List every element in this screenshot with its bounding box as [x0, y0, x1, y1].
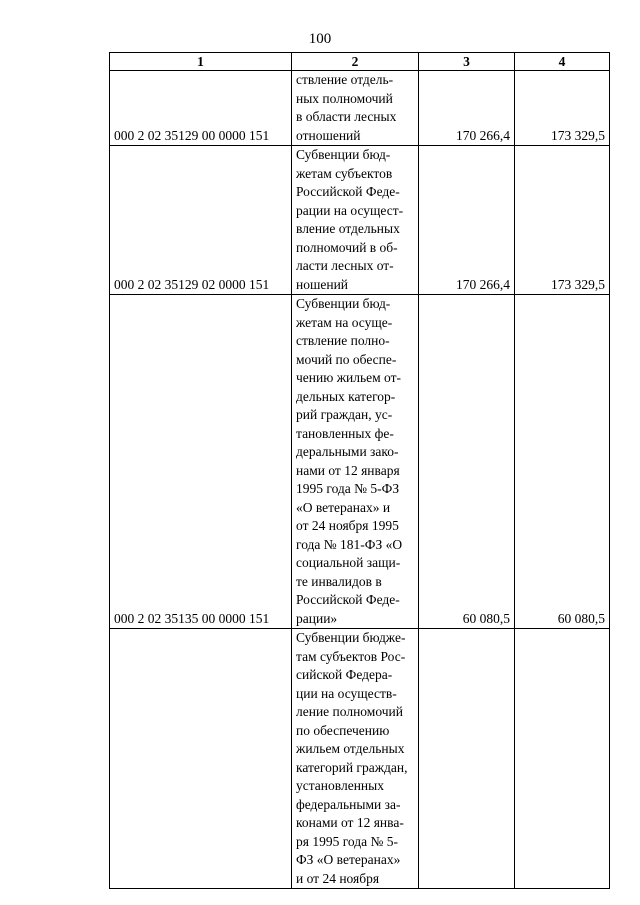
row-description: Субвенции бюдже- там субъектов Рос- сийской Федера- ции на осуществ- ление полномочий по обеспечению жильем отдельных категорий граждан, установленных федеральными за- конами от 12 янва- ря 1995 года № 5- ФЗ «О ветеранах» и от 24 ноября: [292, 629, 419, 889]
row-description: Субвенции бюд- жетам на осуще- ствление полно- мочий по обеспе- чению жильем от- дельных категор- рий граждан, ус- тановленных фе- деральными зако- нами от 12 января 1995 года № 5-ФЗ «О ветеранах» и от 24 ноября 1995 года № 181-ФЗ «О социальной защи- те инвалидов в Российской Феде- рации»: [292, 295, 419, 629]
column-header-4: 4: [515, 53, 610, 71]
value-column-4: [515, 629, 610, 889]
column-header-1: 1: [110, 53, 292, 71]
value-column-3: [419, 629, 515, 889]
value-column-4: 173 329,5: [515, 71, 610, 146]
header-row: [110, 53, 610, 71]
column-header-3: 3: [419, 53, 515, 71]
budget-code: [110, 629, 292, 889]
value-column-4: 173 329,5: [515, 146, 610, 295]
value-column-3: 60 080,5: [419, 295, 515, 629]
value-column-3: 170 266,4: [419, 71, 515, 146]
table-row: [110, 71, 610, 146]
table-row: [110, 629, 610, 889]
value-column-4: 60 080,5: [515, 295, 610, 629]
budget-code: 000 2 02 35135 00 0000 151: [110, 295, 292, 629]
budget-code: 000 2 02 35129 02 0000 151: [110, 146, 292, 295]
table-row: [110, 295, 610, 629]
budget-code: 000 2 02 35129 00 0000 151: [110, 71, 292, 146]
row-description: ствление отдель- ных полномочий в области лесных отношений: [292, 71, 419, 146]
page-number: 100: [308, 31, 332, 47]
table-row: [110, 146, 610, 295]
budget-table: [109, 52, 610, 889]
value-column-3: 170 266,4: [419, 146, 515, 295]
row-description: Субвенции бюд- жетам субъектов Российской Феде- рации на осущест- вление отдельных полномочий в об- ласти лесных от- ношений: [292, 146, 419, 295]
column-header-2: 2: [292, 53, 419, 71]
